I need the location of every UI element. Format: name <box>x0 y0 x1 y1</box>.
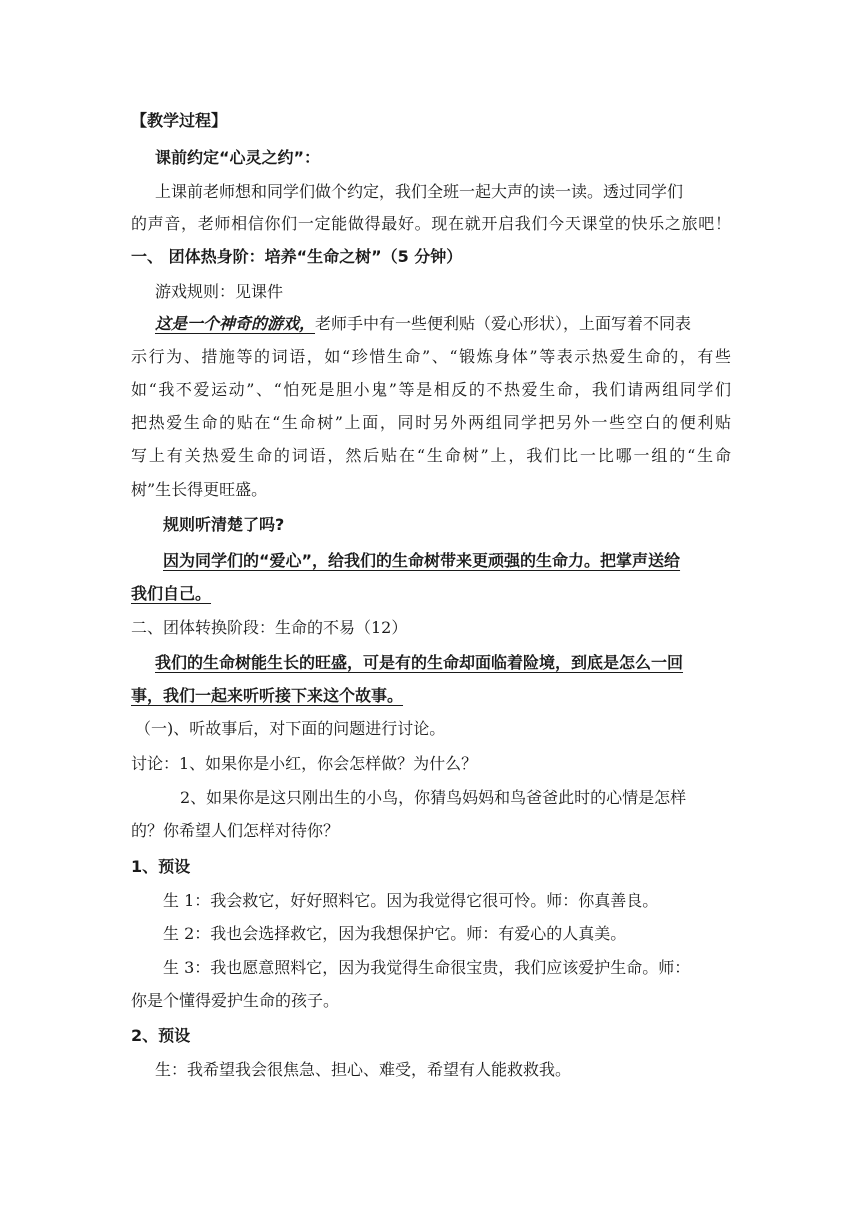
discussion-q2-line-2: 的？你希望人们怎样对待你？ <box>131 821 340 840</box>
student3-line-2: 你是个懂得爱护生命的孩子。 <box>131 991 340 1010</box>
game-line-6: 树”生长得更旺盛。 <box>131 480 268 499</box>
story-line-1: 我们的生命树能生长的旺盛，可是有的生命却面临着险境，到底是怎么一回 <box>155 653 684 672</box>
game-line-2: 示行为、措施等的词语，如“珍惜生命”、“锻炼身体”等表示热爱生命的，有些 <box>131 347 731 366</box>
discussion-q2-line-1: 2、如果你是这只刚出生的小鸟，你猜鸟妈妈和鸟爸爸此时的心情是怎样 <box>180 788 687 807</box>
part1-heading: 一、 团体热身阶：培养“生命之树”（5 分钟） <box>131 247 463 266</box>
game-line-1-rest: 老师手中有一些便利贴（爱心形状），上面写着不同表 <box>315 314 692 333</box>
love-line-2: 我们自己。 <box>131 584 212 603</box>
game-rules: 游戏规则：见课件 <box>155 282 284 301</box>
preset1-heading: 1、预设 <box>131 857 191 876</box>
preset2-heading: 2、预设 <box>131 1026 191 1045</box>
student2-answer: 生 2：我也会选择救它，因为我想保护它。师：有爱心的人真美。 <box>163 924 627 943</box>
intro-line-1: 上课前老师想和同学们做个约定，我们全班一起大声的读一读。透过同学们 <box>155 182 684 201</box>
discussion-q1: 讨论：1、如果你是小红，你会怎样做？为什么？ <box>131 754 478 773</box>
listen-instruction: （一)、听故事后，对下面的问题进行讨论。 <box>135 719 446 738</box>
rules-clear: 规则听清楚了吗? <box>163 515 285 534</box>
student3-line-1: 生 3：我也愿意照料它，因为我觉得生命很宝贵，我们应该爱护生命。师： <box>163 958 691 977</box>
game-line-3: 如“我不爱运动”、“怕死是胆小鬼”等是相反的不热爱生命，我们请两组同学们 <box>131 380 731 399</box>
student1-answer: 生 1：我会救它，好好照料它。因为我觉得它很可怜。师：你真善良。 <box>163 891 659 910</box>
game-italic-emphasis: 这是一个神奇的游戏， <box>155 314 316 333</box>
part2-heading: 二、团体转换阶段：生命的不易（12） <box>131 618 408 637</box>
section-title: 【教学过程】 <box>131 111 228 130</box>
story-line-2: 事，我们一起来听听接下来这个故事。 <box>131 686 404 705</box>
student-answer: 生：我希望我会很焦急、担心、难受，希望有人能救救我。 <box>155 1060 572 1079</box>
game-line-5: 写上有关热爱生命的词语，然后贴在“生命树”上，我们比一比哪一组的“生命 <box>131 446 731 465</box>
agreement-title: 课前约定“心灵之约”： <box>155 148 321 167</box>
game-line-4: 把热爱生命的贴在“生命树”上面，同时另外两组同学把另外一些空白的便利贴 <box>131 413 731 432</box>
love-line-1: 因为同学们的“爱心”，给我们的生命树带来更顽强的生命力。把掌声送给 <box>163 551 681 570</box>
intro-line-2: 的声音，老师相信你们一定能做得最好。现在就开启我们今天课堂的快乐之旅吧！ <box>131 214 731 233</box>
game-line-1 <box>155 312 731 336</box>
